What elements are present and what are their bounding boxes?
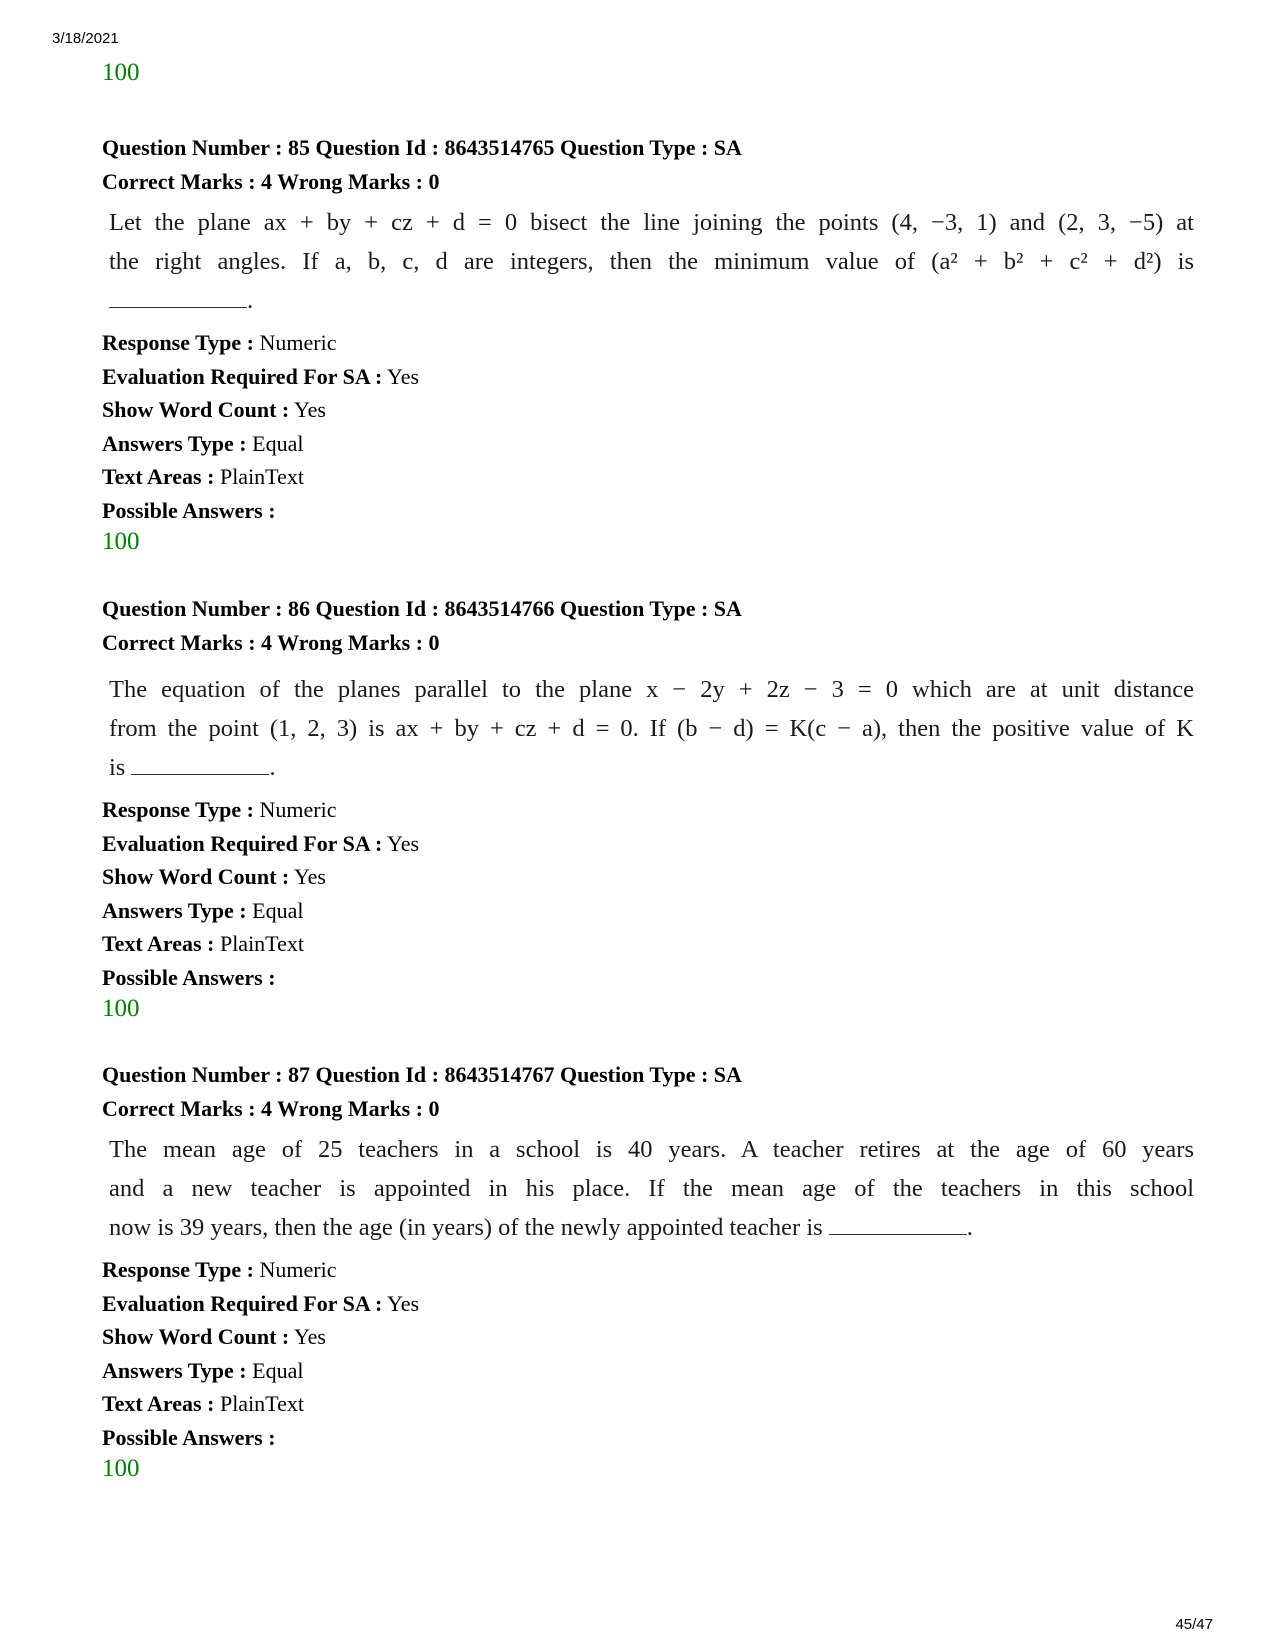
possible-answers-label: Possible Answers : [102, 497, 276, 523]
answer-value: 100 [102, 995, 140, 1022]
answer-value: 100 [102, 1455, 140, 1482]
question-text-line: the right angles. If a, b, c, d are integers, then the minimum value of (a² + b² + c² + d²) is [109, 248, 1194, 275]
response-type: Response Type : Numeric [102, 1257, 337, 1282]
show-word-count: Show Word Count : Yes [102, 864, 326, 889]
question-text-line: The equation of the planes parallel to the plane x − 2y + 2z − 3 = 0 which are at unit distance [109, 676, 1194, 703]
show-word-count: Show Word Count : Yes [102, 1324, 326, 1349]
question-text [109, 203, 1194, 320]
question-header: Question Number : 87 Question Id : 8643514767 Question Type : SA [102, 1062, 742, 1087]
question-text-line: and a new teacher is appointed in his place. If the mean age of the teachers in this school [109, 1175, 1194, 1202]
show-word-count: Show Word Count : Yes [102, 397, 326, 422]
response-type: Response Type : Numeric [102, 330, 337, 355]
answer-blank [131, 756, 269, 775]
question-header: Question Number : 86 Question Id : 8643514766 Question Type : SA [102, 596, 742, 621]
answers-type: Answers Type : Equal [102, 1357, 304, 1383]
text-areas: Text Areas : PlainText [102, 1391, 304, 1416]
response-type: Response Type : Numeric [102, 797, 337, 822]
question-header: Question Number : 85 Question Id : 8643514765 Question Type : SA [102, 135, 742, 160]
page-number: 45/47 [1175, 1616, 1213, 1633]
previous-answer-value: 100 [102, 59, 140, 86]
evaluation-required: Evaluation Required For SA : Yes [102, 830, 420, 856]
question-text-line: The mean age of 25 teachers in a school is 40 years. A teacher retires at the age of 60 years [109, 1136, 1194, 1163]
marks-line: Correct Marks : 4 Wrong Marks : 0 [102, 169, 440, 194]
evaluation-required: Evaluation Required For SA : Yes [102, 1290, 420, 1316]
answer-blank [829, 1216, 967, 1235]
question-text-line: Let the plane ax + by + cz + d = 0 bisect the line joining the points (4, −3, 1) and (2, 3, −5) at [109, 209, 1194, 236]
question-text [109, 670, 1194, 787]
question-text-line: is . [109, 754, 276, 781]
possible-answers-label: Possible Answers : [102, 964, 276, 990]
question-85 [102, 131, 1202, 557]
possible-answers-label: Possible Answers : [102, 1424, 276, 1450]
question-86 [102, 592, 1202, 1024]
answers-type: Answers Type : Equal [102, 897, 304, 923]
answer-blank [109, 289, 247, 308]
question-text-line: now is 39 years, then the age (in years) of the newly appointed teacher is . [109, 1214, 973, 1241]
answers-type: Answers Type : Equal [102, 430, 304, 456]
question-text [109, 1130, 1194, 1247]
text-areas: Text Areas : PlainText [102, 931, 304, 956]
marks-line: Correct Marks : 4 Wrong Marks : 0 [102, 630, 440, 655]
answer-value: 100 [102, 528, 140, 555]
print-date: 3/18/2021 [52, 30, 119, 47]
evaluation-required: Evaluation Required For SA : Yes [102, 363, 420, 389]
question-text-line: from the point (1, 2, 3) is ax + by + cz + d = 0. If (b − d) = K(c − a), then the positive value of K [109, 715, 1194, 742]
marks-line: Correct Marks : 4 Wrong Marks : 0 [102, 1096, 440, 1121]
question-text-line: . [109, 281, 1194, 320]
text-areas: Text Areas : PlainText [102, 464, 304, 489]
question-87 [102, 1058, 1202, 1484]
